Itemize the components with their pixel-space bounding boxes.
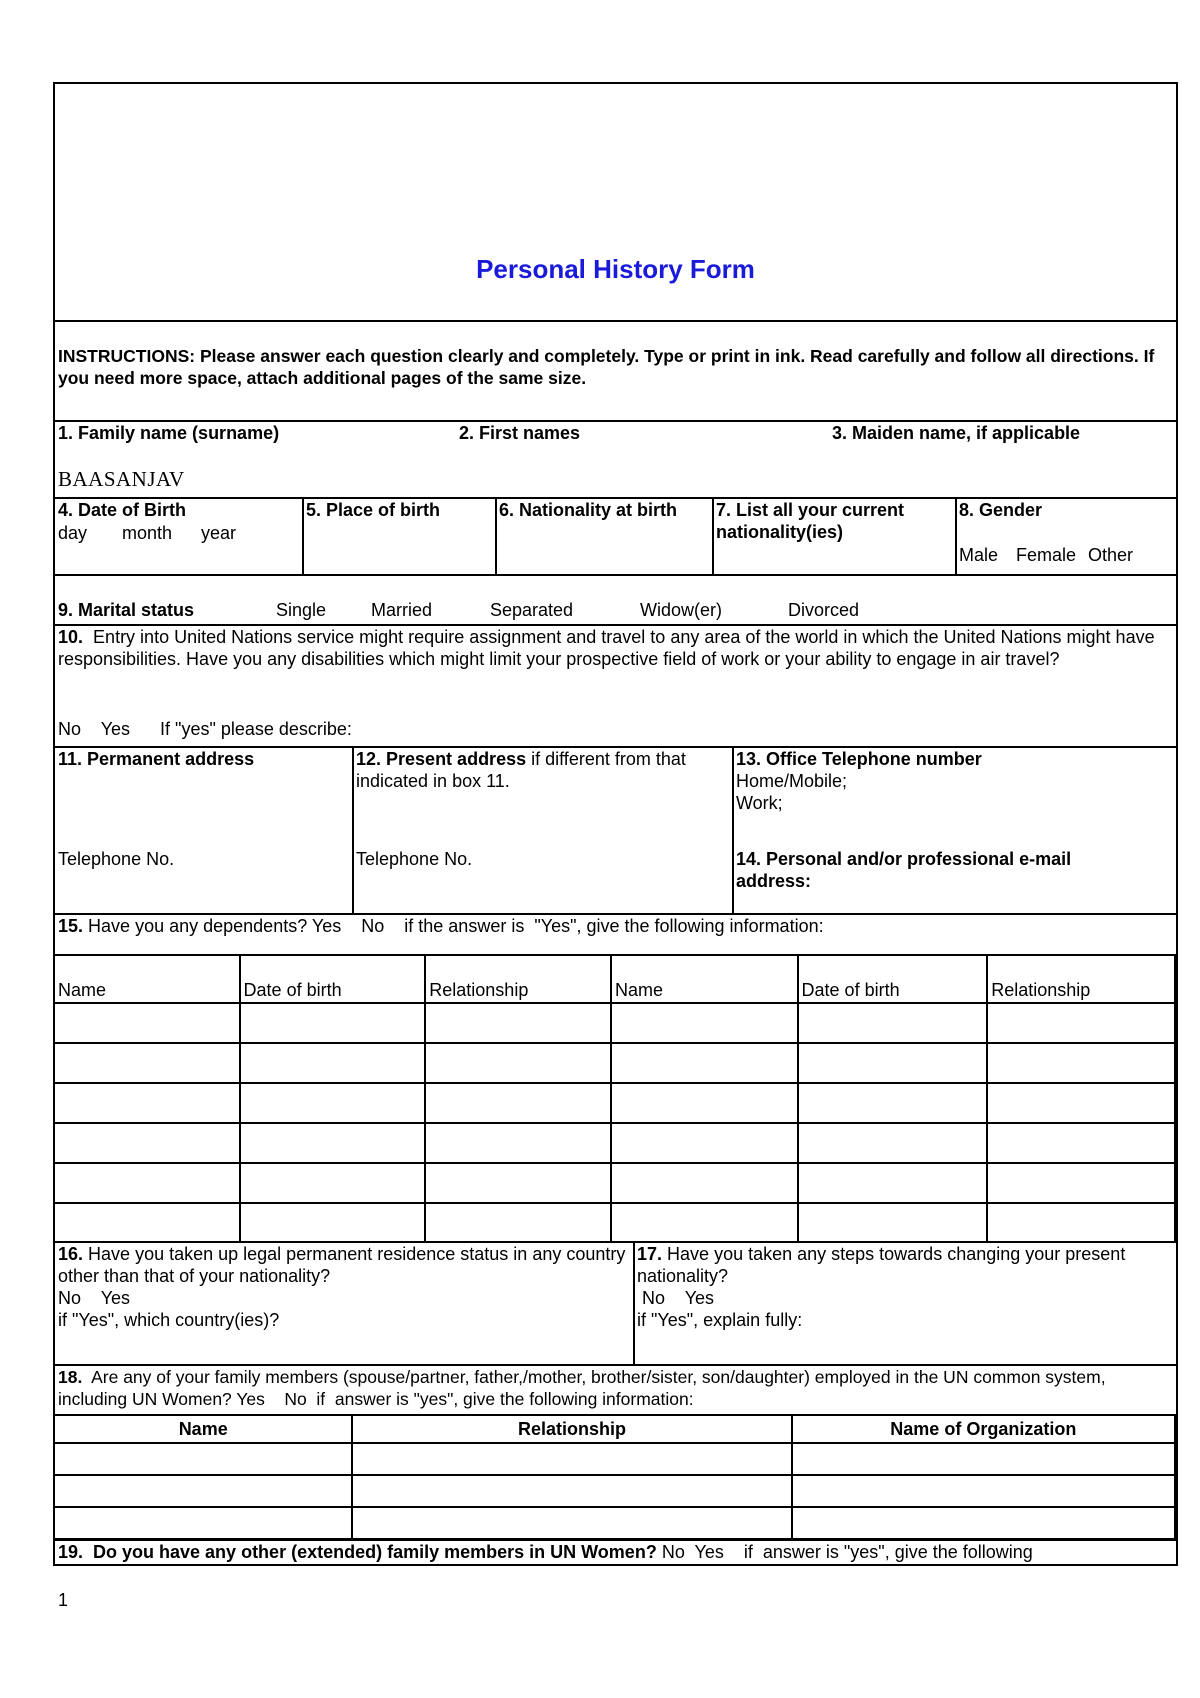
page-number: 1 bbox=[58, 1590, 69, 1610]
family-employed-text: Are any of your family members (spouse/partner, father,/mother, brother/sister, son/daughter) employed in the UN common system, including UN Women? Yes No if answer is "yes", give the following information: bbox=[58, 1367, 1111, 1409]
date-of-birth-label: 4. Date of Birth bbox=[58, 500, 187, 520]
marital-option-divorced[interactable]: Divorced bbox=[788, 600, 860, 620]
table-cell[interactable] bbox=[987, 1003, 1175, 1043]
table-cell[interactable] bbox=[611, 1083, 798, 1123]
divider bbox=[712, 497, 714, 574]
table-cell[interactable] bbox=[54, 1003, 240, 1043]
residence-text: Have you taken up legal permanent residence status in any country other than that of your nationality? bbox=[58, 1244, 626, 1286]
nationality-change-text: Have you taken any steps towards changing your present nationality? bbox=[637, 1244, 1126, 1286]
form-title: Personal History Form bbox=[476, 254, 755, 284]
table-cell[interactable] bbox=[240, 1123, 426, 1163]
marital-option-single[interactable]: Single bbox=[276, 600, 327, 620]
personal-history-form bbox=[53, 82, 1178, 1566]
dependent-name-header: Name bbox=[58, 980, 107, 1000]
dependent-relationship-header: Relationship bbox=[991, 980, 1091, 1000]
table-cell[interactable] bbox=[54, 1123, 240, 1163]
table-cell[interactable] bbox=[792, 1443, 1175, 1475]
table-cell[interactable] bbox=[240, 1163, 426, 1203]
permanent-address-label: 11. Permanent address bbox=[58, 749, 255, 769]
maiden-name-label: 3. Maiden name, if applicable bbox=[832, 423, 1081, 443]
table-cell[interactable] bbox=[54, 1507, 352, 1539]
table-cell[interactable] bbox=[611, 1003, 798, 1043]
dob-month-label: month bbox=[122, 523, 173, 543]
residence-followup: if "Yes", which country(ies)? bbox=[58, 1310, 280, 1330]
extended-family-text: No Yes if answer is "yes", give the following bbox=[661, 1542, 1033, 1562]
marital-option-separated[interactable]: Separated bbox=[490, 600, 574, 620]
divider bbox=[955, 497, 957, 574]
dependents-table bbox=[53, 954, 1176, 1241]
email-label: 14. Personal and/or professional e-mail address: bbox=[736, 849, 1072, 891]
table-cell[interactable] bbox=[240, 1083, 426, 1123]
nationality-change-followup: if "Yes", explain fully: bbox=[637, 1310, 803, 1330]
present-address-label bbox=[356, 748, 728, 792]
marital-option-married[interactable]: Married bbox=[371, 600, 433, 620]
home-mobile-label: Home/Mobile; bbox=[736, 771, 848, 791]
dependent-dob-header: Date of birth bbox=[243, 980, 342, 1000]
dependent-relationship-header: Relationship bbox=[429, 980, 529, 1000]
family-name-label: 1. Family name (surname) bbox=[58, 423, 280, 443]
extended-family-label: 19. Do you have any other (extended) family members in UN Women? bbox=[58, 1542, 657, 1562]
dob-year-label: year bbox=[201, 523, 237, 543]
table-cell[interactable] bbox=[611, 1043, 798, 1083]
table-cell[interactable] bbox=[611, 1123, 798, 1163]
question-number: 18. bbox=[58, 1367, 83, 1387]
table-row bbox=[54, 1203, 1175, 1241]
table-cell[interactable] bbox=[987, 1083, 1175, 1123]
table-cell[interactable] bbox=[54, 1203, 240, 1241]
table-row bbox=[54, 1507, 1175, 1539]
table-cell[interactable] bbox=[792, 1507, 1175, 1539]
table-cell[interactable] bbox=[240, 1203, 426, 1241]
table-cell[interactable] bbox=[425, 1003, 611, 1043]
table-cell[interactable] bbox=[425, 1203, 611, 1241]
question-number: 17. bbox=[637, 1244, 663, 1264]
divider bbox=[55, 574, 1176, 576]
table-row bbox=[54, 1443, 1175, 1475]
dependents-text: Have you any dependents? Yes No if the answer is "Yes", give the following information: bbox=[88, 916, 824, 936]
disabilities-options[interactable]: No Yes If "yes" please describe: bbox=[58, 719, 352, 739]
nationality-at-birth-label: 6. Nationality at birth bbox=[499, 500, 678, 520]
table-cell[interactable] bbox=[987, 1123, 1175, 1163]
residence-options[interactable]: No Yes bbox=[58, 1288, 131, 1308]
table-row bbox=[54, 1123, 1175, 1163]
work-phone-label: Work; bbox=[736, 793, 783, 813]
table-cell[interactable] bbox=[240, 1043, 426, 1083]
table-cell[interactable] bbox=[240, 1003, 426, 1043]
table-cell[interactable] bbox=[352, 1507, 791, 1539]
table-cell[interactable] bbox=[54, 1163, 240, 1203]
table-cell[interactable] bbox=[987, 1043, 1175, 1083]
place-of-birth-label: 5. Place of birth bbox=[306, 500, 441, 520]
gender-option-other[interactable]: Other bbox=[1088, 545, 1134, 565]
table-cell[interactable] bbox=[798, 1163, 988, 1203]
table-cell[interactable] bbox=[611, 1163, 798, 1203]
instructions-text: INSTRUCTIONS: Please answer each question clearly and completely. Type or print in ink. Read carefully and follow all directions. If you need more space, attach additional pages of the same size. bbox=[58, 346, 1155, 388]
table-row bbox=[54, 1003, 1175, 1043]
gender-label: 8. Gender bbox=[959, 500, 1043, 520]
present-phone-label: Telephone No. bbox=[356, 849, 473, 869]
marital-option-widower[interactable]: Widow(er) bbox=[640, 600, 723, 620]
table-row bbox=[54, 1475, 1175, 1507]
present-address-title: 12. Present address bbox=[356, 749, 527, 769]
first-names-label: 2. First names bbox=[459, 423, 581, 443]
table-cell[interactable] bbox=[425, 1123, 611, 1163]
table-cell[interactable] bbox=[792, 1475, 1175, 1507]
family-relationship-header: Relationship bbox=[518, 1419, 627, 1439]
current-nationalities-label: 7. List all your current nationality(ies) bbox=[716, 500, 905, 542]
marital-status-label: 9. Marital status bbox=[58, 600, 195, 620]
table-cell[interactable] bbox=[54, 1043, 240, 1083]
disabilities-text: Entry into United Nations service might require assignment and travel to any area of the world in which the United Nations might have responsibilities. Have you any disabilities which might limit your prospective field of work or your ability to engage in air travel? bbox=[58, 627, 1155, 669]
table-cell[interactable] bbox=[54, 1475, 352, 1507]
table-cell[interactable] bbox=[798, 1083, 988, 1123]
gender-option-male[interactable]: Male bbox=[959, 545, 999, 565]
dependent-name-header: Name bbox=[614, 980, 663, 1000]
family-members-table bbox=[53, 1414, 1176, 1540]
family-name-header: Name bbox=[178, 1419, 228, 1439]
table-cell[interactable] bbox=[987, 1163, 1175, 1203]
table-cell[interactable] bbox=[352, 1443, 791, 1475]
question-number: 15. bbox=[58, 916, 84, 936]
nationality-change-options[interactable]: No Yes bbox=[637, 1288, 715, 1308]
question-number: 16. bbox=[58, 1244, 84, 1264]
divider bbox=[55, 320, 1176, 322]
nationality-change-question bbox=[637, 1243, 1137, 1287]
residence-question bbox=[58, 1243, 630, 1287]
gender-option-female[interactable]: Female bbox=[1016, 545, 1077, 565]
table-row bbox=[54, 1163, 1175, 1203]
table-cell[interactable] bbox=[798, 1043, 988, 1083]
table-header-row bbox=[54, 954, 1175, 1003]
divider bbox=[633, 1241, 635, 1364]
table-cell[interactable] bbox=[352, 1475, 791, 1507]
table-cell[interactable] bbox=[798, 1123, 988, 1163]
table-cell[interactable] bbox=[798, 1003, 988, 1043]
question-number: 10. bbox=[58, 627, 84, 647]
table-cell[interactable] bbox=[54, 1083, 240, 1123]
dependent-dob-header: Date of birth bbox=[801, 980, 900, 1000]
table-header-row bbox=[54, 1415, 1175, 1443]
extended-family-question bbox=[58, 1541, 1033, 1563]
table-cell[interactable] bbox=[987, 1203, 1175, 1241]
table-row bbox=[54, 1083, 1175, 1123]
organization-header: Name of Organization bbox=[890, 1419, 1077, 1439]
present-address-note: if different from that indicated in box 11. bbox=[356, 749, 686, 791]
family-name-value[interactable]: BAASANJAV bbox=[58, 467, 185, 491]
permanent-phone-label: Telephone No. bbox=[58, 849, 175, 869]
table-cell[interactable] bbox=[798, 1203, 988, 1241]
table-cell[interactable] bbox=[425, 1163, 611, 1203]
table-cell[interactable] bbox=[54, 1443, 352, 1475]
dob-day-label: day bbox=[58, 523, 88, 543]
table-row bbox=[54, 1043, 1175, 1083]
disabilities-question bbox=[58, 626, 1173, 670]
divider bbox=[352, 746, 354, 913]
table-cell[interactable] bbox=[611, 1203, 798, 1241]
divider bbox=[495, 497, 497, 574]
table-cell[interactable] bbox=[425, 1083, 611, 1123]
office-telephone-label: 13. Office Telephone number bbox=[736, 749, 982, 769]
divider bbox=[302, 497, 304, 574]
table-cell[interactable] bbox=[425, 1043, 611, 1083]
family-employed-question bbox=[58, 1366, 1170, 1410]
divider bbox=[732, 746, 734, 913]
dependents-question bbox=[58, 915, 824, 937]
